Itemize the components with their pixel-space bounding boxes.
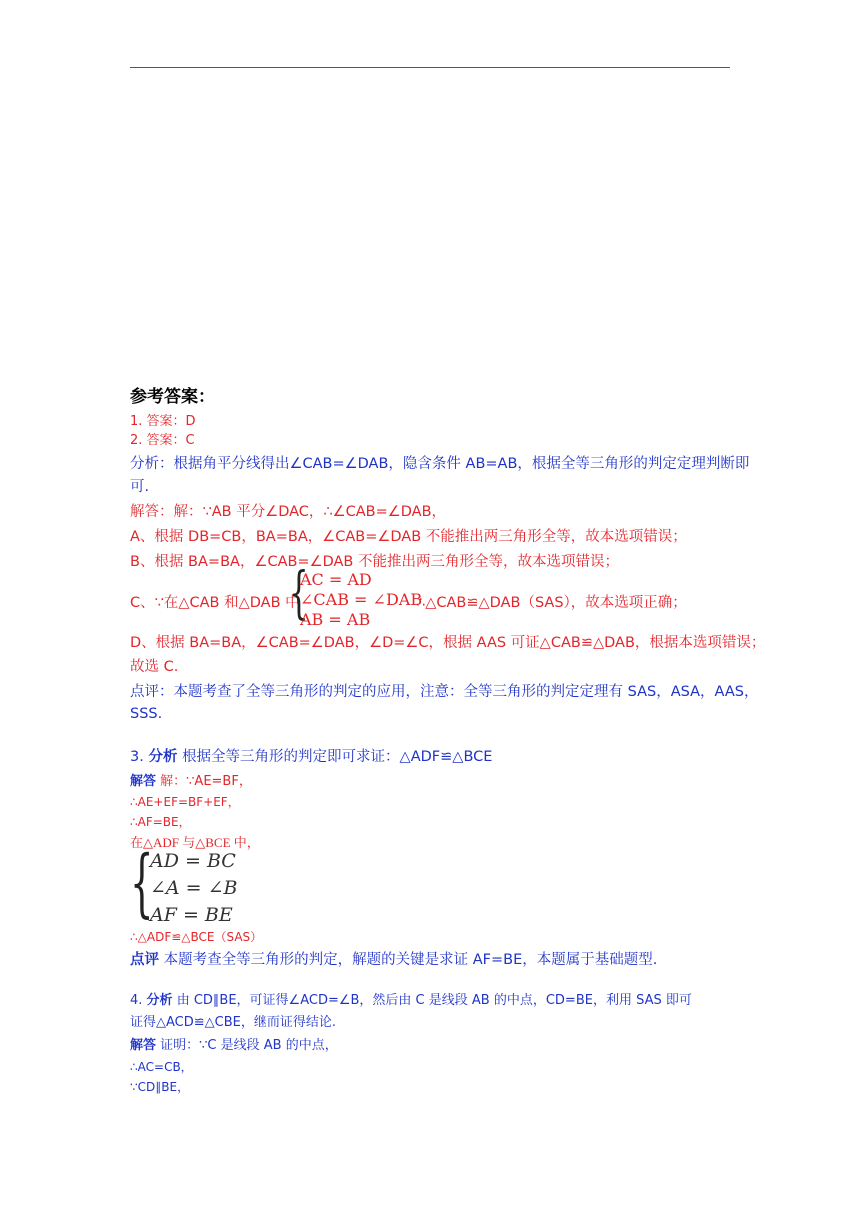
q2-option-c-prefix: C、∵在△CAB 和△DAB 中: [130, 595, 300, 611]
q3-solution: [130, 770, 252, 789]
header-rule: [130, 67, 730, 68]
q2-option-d: D、根据 BA=BA，∠CAB=∠DAB，∠D=∠C，根据 AAS 可证△CAB≌△DAB，根据本选项错误；: [130, 635, 766, 651]
q3-equation-2: ∠A = ∠B: [150, 877, 238, 899]
q4-solution: [130, 1034, 338, 1053]
q2-analysis-line1: 分析：根据角平分线得出∠CAB=∠DAB，隐含条件 AB=AB，根据全等三角形的判定定理判断即: [130, 456, 750, 472]
q3-analysis-text: 根据全等三角形的判定即可求证：△ADF≌△BCE: [182, 749, 493, 765]
q4-step-1: ∴AC=CB，: [130, 1060, 193, 1074]
q4-analysis-line2: 证得△ACD≌△CBE，继而证得结论.: [130, 1015, 336, 1030]
q2-option-a: A、根据 DB=CB，BA=BA，∠CAB=∠DAB 不能推出两三角形全等，故本选项错误；: [130, 529, 687, 545]
q3-comment: [130, 948, 657, 969]
q2-answer: 2. 答案：C: [130, 433, 195, 448]
q3-step-3: 在△ADF 与△BCE 中，: [130, 835, 260, 850]
q2-option-c-conclusion: ∴△CAB≌△DAB（SAS），故本选项正确；: [416, 595, 687, 611]
q4-answer-label: 解答: [130, 1038, 157, 1053]
q4-number: 4.: [130, 993, 143, 1008]
q3-number: 3.: [130, 749, 144, 765]
q2-equation-system: [300, 570, 422, 630]
q3-comment-text: 本题考查全等三角形的判定，解题的关键是求证 AF=BE，本题属于基础题型.: [163, 952, 658, 968]
q2-solution: 解答：解：∵AB 平分∠DAC，∴∠CAB=∠DAB，: [130, 504, 447, 520]
q4-analysis-label: 分析: [146, 993, 173, 1008]
q2-equation-1: AC = AD: [300, 570, 372, 589]
q3-step-1: ∴AE+EF=BF+EF，: [130, 795, 240, 809]
q2-option-b: B、根据 BA=BA，∠CAB=∠DAB 不能推出两三角形全等，故本选项错误；: [130, 554, 619, 570]
q2-analysis-line2: 可.: [130, 479, 150, 495]
q3-analysis-label: 分析: [148, 749, 178, 765]
q2-system-brace: {: [289, 561, 309, 626]
q1-answer: 1. 答案：D: [130, 414, 196, 429]
q3-comment-label: 点评: [130, 952, 159, 968]
q4-step-2: ∵CD∥BE，: [130, 1080, 190, 1094]
q3-conclusion: ∴△ADF≌△BCE（SAS）: [130, 930, 263, 944]
q3-equation-3: AF = BE: [150, 904, 233, 926]
q3-system-brace: {: [130, 840, 154, 926]
q3-step-2: ∴AF=BE，: [130, 815, 191, 829]
q3-equation-1: AD = BC: [150, 850, 236, 872]
q3-equation-system: [150, 848, 238, 929]
q3-answer-text: 解：∵AE=BF，: [160, 774, 252, 789]
q4-analysis-line1: [130, 989, 692, 1008]
q2-choice: 故选 C.: [130, 659, 179, 675]
q2-comment-line2: SSS.: [130, 706, 163, 722]
q2-comment-line1: 点评：本题考查了全等三角形的判定的应用，注意：全等三角形的判定定理有 SAS，ASA，AAS，: [130, 684, 759, 700]
q3-analysis: [130, 745, 492, 766]
q2-equation-2: ∠CAB = ∠DAB: [300, 590, 423, 609]
q2-equation-3: AB = AB: [300, 610, 371, 629]
answers-heading: 参考答案：: [130, 387, 215, 407]
q4-answer-text: 证明：∵C 是线段 AB 的中点，: [160, 1038, 338, 1053]
q4-analysis-text: 由 CD∥BE，可证得∠ACD=∠B，然后由 C 是线段 AB 的中点，CD=BE，利用 SAS 即可: [176, 993, 692, 1008]
q3-answer-label: 解答: [130, 774, 157, 789]
